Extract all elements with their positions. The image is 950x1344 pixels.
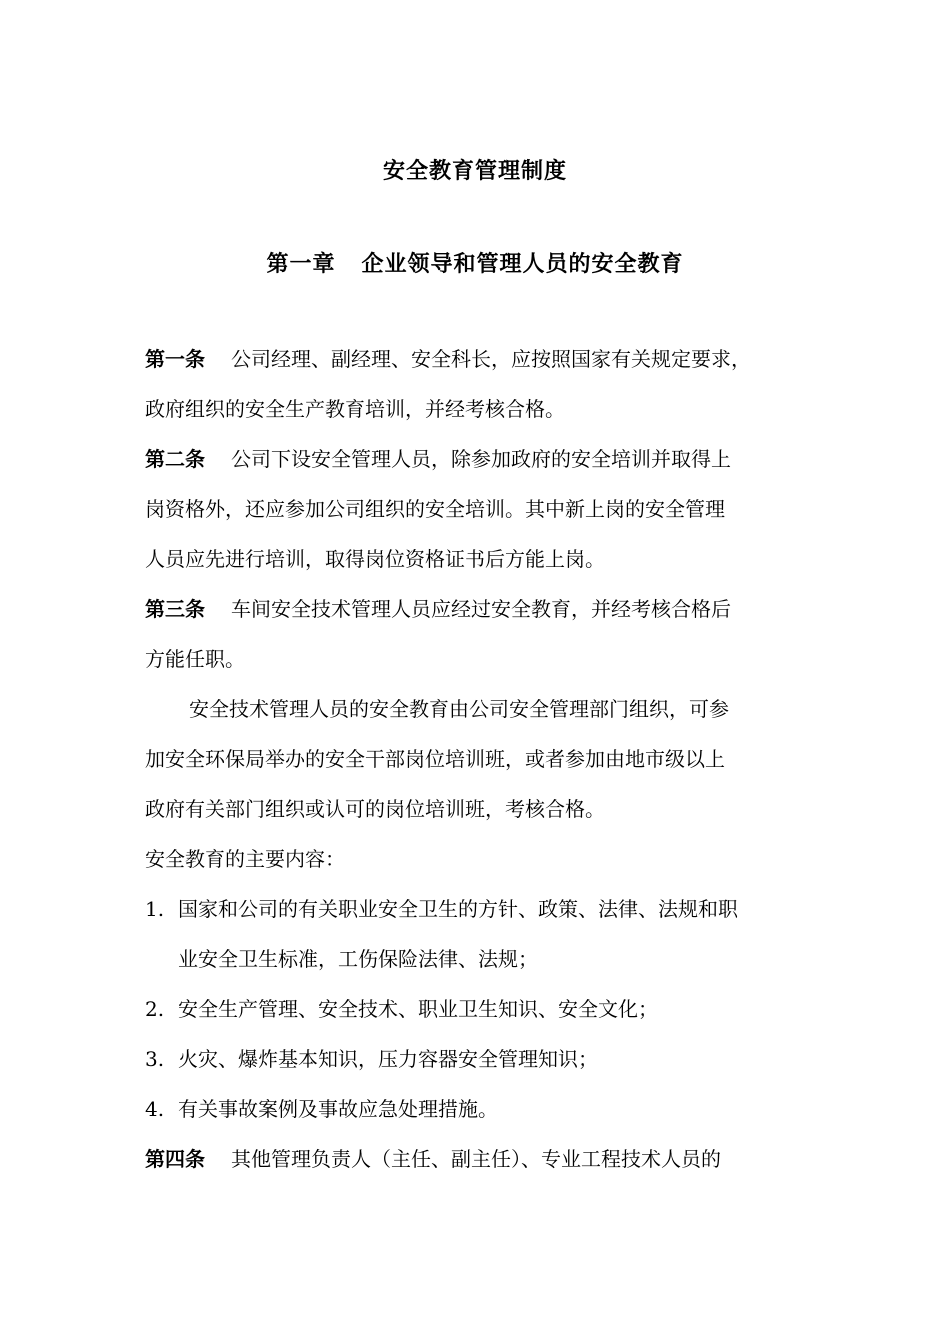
list-item-continuation: 业安全卫生标准，工伤保险法律、法规； xyxy=(178,947,538,971)
list-item xyxy=(145,1084,817,1134)
paragraph-line: 安全技术管理人员的安全教育由公司安全管理部门组织，可参 xyxy=(189,697,729,721)
paragraph-line: 政府有关部门组织或认可的岗位培训班，考核合格。 xyxy=(145,797,605,821)
article-text: 其他管理负责人（主任、副主任）、专业工程技术人员的 xyxy=(231,1147,721,1171)
article-line: 岗资格外，还应参加公司组织的安全培训。其中新上岗的安全管理 xyxy=(145,497,725,521)
list-item-number: 3. xyxy=(145,1047,165,1071)
list-item xyxy=(145,1034,817,1084)
article-line xyxy=(145,584,817,634)
list-item xyxy=(145,984,817,1034)
list-item-text: 有关事故案例及事故应急处理措施。 xyxy=(178,1097,498,1121)
chapter-number: 第一章 xyxy=(266,252,336,277)
article-text: 车间安全技术管理人员应经过安全教育，并经考核合格后 xyxy=(231,597,731,621)
article-line: 政府组织的安全生产教育培训，并经考核合格。 xyxy=(145,397,565,421)
document-title: 安全教育管理制度 xyxy=(382,159,567,184)
article-text: 公司下设安全管理人员，除参加政府的安全培训并取得上 xyxy=(231,447,731,471)
article-line xyxy=(145,434,817,484)
article-text: 公司经理、副经理、安全科长，应按照国家有关规定要求， xyxy=(231,347,751,371)
list-item-number: 2. xyxy=(145,997,165,1021)
article-label: 第四条 xyxy=(145,1147,205,1171)
article-line xyxy=(145,334,817,384)
article-label: 第三条 xyxy=(145,597,205,621)
list-item-number: 1. xyxy=(145,897,165,921)
list-item-number: 4. xyxy=(145,1097,165,1121)
content-intro: 安全教育的主要内容： xyxy=(145,847,345,871)
article-line: 方能任职。 xyxy=(145,647,245,671)
list-item-text: 安全生产管理、安全技术、职业卫生知识、安全文化； xyxy=(178,997,658,1021)
list-item xyxy=(145,884,817,934)
chapter-heading xyxy=(0,248,950,282)
chapter-title: 企业领导和管理人员的安全教育 xyxy=(361,252,684,277)
paragraph-line: 加安全环保局举办的安全干部岗位培训班，或者参加由地市级以上 xyxy=(145,747,725,771)
article-line: 人员应先进行培训，取得岗位资格证书后方能上岗。 xyxy=(145,547,605,571)
document-body xyxy=(145,334,817,1184)
article-label: 第一条 xyxy=(145,347,205,371)
list-item-text: 火灾、爆炸基本知识，压力容器安全管理知识； xyxy=(178,1047,598,1071)
article-line xyxy=(145,1134,817,1184)
list-item-text: 国家和公司的有关职业安全卫生的方针、政策、法律、法规和职 xyxy=(178,897,738,921)
article-label: 第二条 xyxy=(145,447,205,471)
